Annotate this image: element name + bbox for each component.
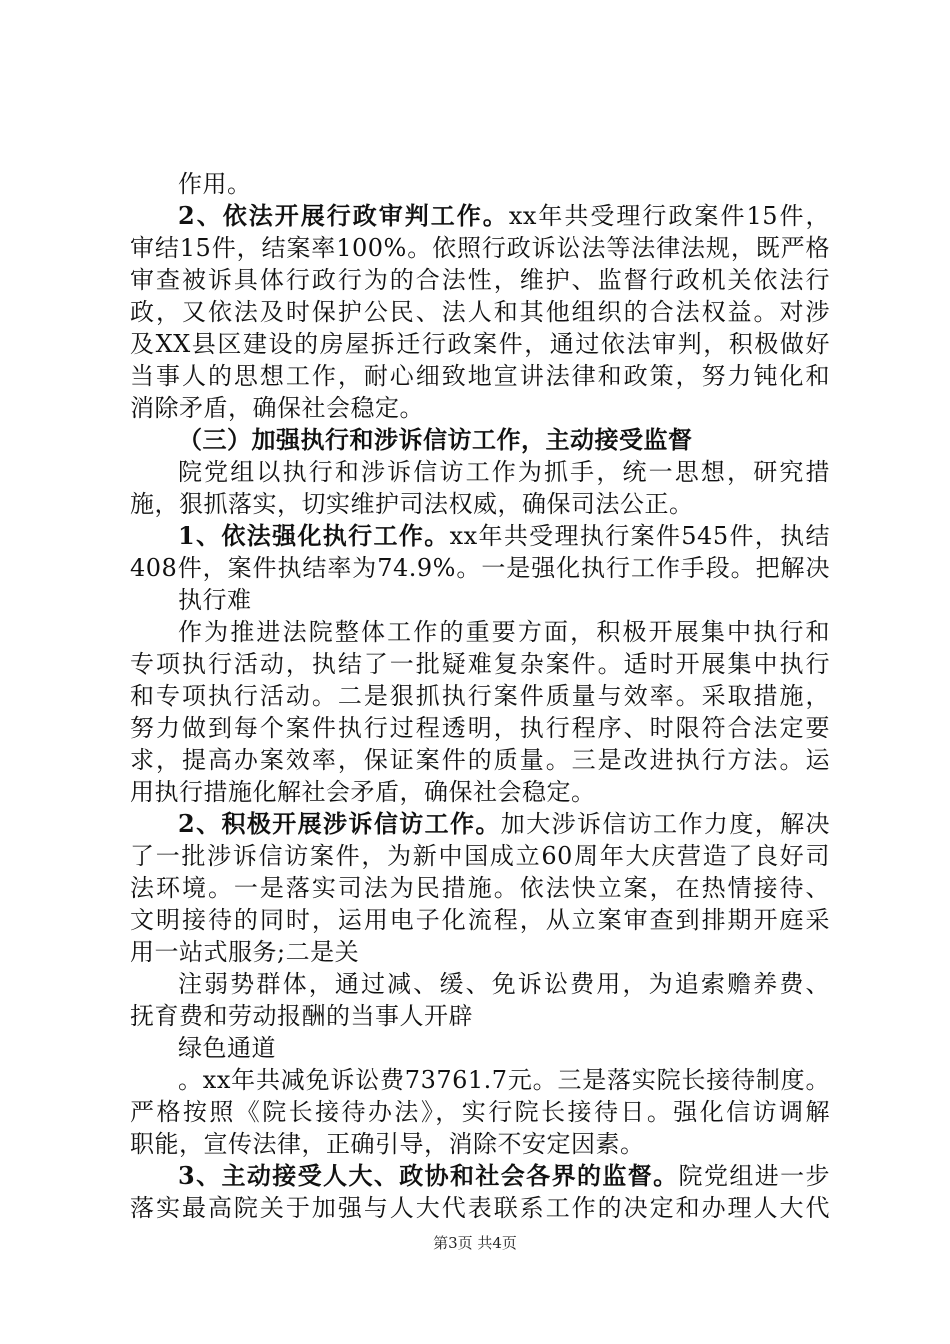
text-run: 文明接待的同时，运用电子化流程，从立案审查到排期开庭采 (130, 906, 830, 934)
text-line (178, 1032, 830, 1064)
text-line (130, 232, 830, 264)
text-line (178, 968, 830, 1000)
page-footer: 第3页 共4页 (433, 1234, 517, 1252)
text-run: 了一批涉诉信访案件，为新中国成立60周年大庆营造了良好司 (130, 842, 830, 870)
text-run: 院党组以执行和涉诉信访工作为抓手，统一思想，研究措 (178, 458, 830, 486)
text-run: xx年共受理执行案件545件，执结 (449, 522, 830, 550)
text-run: xx年共受理行政案件15件， (508, 202, 831, 230)
text-run: 求，提高办案效率，保证案件的质量。三是改进执行方法。运 (130, 746, 830, 774)
text-run: 审结15件，结案率100%。依照行政诉讼法等法律法规，既严格 (130, 234, 830, 262)
text-line (130, 360, 830, 392)
text-line (178, 520, 830, 552)
bold-run: 2、依法开展行政审判工作。 (178, 201, 509, 230)
text-run: 职能，宣传法律，正确引导，消除不安定因素。 (130, 1130, 645, 1158)
bold-run: 1、依法强化执行工作。 (178, 521, 450, 550)
text-run: 消除矛盾，确保社会稳定。 (130, 394, 424, 422)
text-run: 审查被诉具体行政行为的合法性，维护、监督行政机关依法行 (130, 266, 830, 294)
text-line (130, 264, 830, 296)
text-line (130, 1000, 830, 1032)
text-line (178, 168, 830, 200)
text-line (178, 1064, 830, 1096)
text-run: 及XX县区建设的房屋拆迁行政案件，通过依法审判，积极做好 (130, 330, 830, 358)
text-line (130, 744, 830, 776)
text-line (130, 712, 830, 744)
text-line (130, 392, 830, 424)
text-run: 绿色通道 (178, 1034, 276, 1062)
text-line (130, 680, 830, 712)
bold-run: 3、主动接受人大、政协和社会各界的监督。 (178, 1161, 679, 1190)
text-line (130, 296, 830, 328)
text-run: 。xx年共减免诉讼费73761.7元。三是落实院长接待制度。 (178, 1066, 830, 1094)
text-line (130, 1192, 830, 1224)
text-run: 用一站式服务;二是关 (130, 938, 360, 966)
text-run: 院党组进一步 (678, 1162, 831, 1190)
section-heading (178, 424, 830, 456)
text-line (130, 776, 830, 808)
text-line (130, 936, 830, 968)
text-run: 抚育费和劳动报酬的当事人开辟 (130, 1002, 473, 1030)
text-line (178, 808, 830, 840)
text-run: 作用。 (178, 170, 252, 198)
text-run: 努力做到每个案件执行过程透明，执行程序、时限符合法定要 (130, 714, 830, 742)
text-run: 执行难 (178, 586, 252, 614)
bold-run: 2、积极开展涉诉信访工作。 (178, 809, 501, 838)
text-line (178, 616, 830, 648)
text-line (130, 1096, 830, 1128)
text-line (130, 904, 830, 936)
text-run: 和专项执行活动。二是狠抓执行案件质量与效率。采取措施， (130, 682, 830, 710)
text-line (178, 456, 830, 488)
text-line (178, 200, 830, 232)
text-run: 法环境。一是落实司法为民措施。依法快立案，在热情接待、 (130, 874, 830, 902)
text-run: 严格按照《院长接待办法》，实行院长接待日。强化信访调解 (130, 1098, 830, 1126)
text-line (130, 552, 830, 584)
text-run: 专项执行活动，执结了一批疑难复杂案件。适时开展集中执行 (130, 650, 830, 678)
text-line (130, 1128, 830, 1160)
text-line (130, 328, 830, 360)
text-run: 落实最高院关于加强与人大代表联系工作的决定和办理人大代 (130, 1194, 830, 1222)
text-run: 作为推进法院整体工作的重要方面，积极开展集中执行和 (178, 618, 830, 646)
text-line (130, 488, 830, 520)
text-run: 施，狠抓落实，切实维护司法权威，确保司法公正。 (130, 490, 694, 518)
text-line (130, 872, 830, 904)
text-run: 用执行措施化解社会矛盾，确保社会稳定。 (130, 778, 596, 806)
text-line (178, 1160, 830, 1192)
text-run: 政，又依法及时保护公民、法人和其他组织的合法权益。对涉 (130, 298, 830, 326)
text-run: 注弱势群体，通过减、缓、免诉讼费用，为追索赡养费、 (178, 970, 830, 998)
text-run: 加大涉诉信访工作力度，解决 (500, 810, 830, 838)
text-run: 408件，案件执结率为74.9%。一是强化执行工作手段。把解决 (130, 554, 830, 582)
text-line (178, 584, 830, 616)
text-line (130, 648, 830, 680)
bold-run: （三）加强执行和涉诉信访工作，主动接受监督 (178, 425, 693, 454)
text-line (130, 840, 830, 872)
text-run: 当事人的思想工作，耐心细致地宣讲法律和政策，努力钝化和 (130, 362, 830, 390)
